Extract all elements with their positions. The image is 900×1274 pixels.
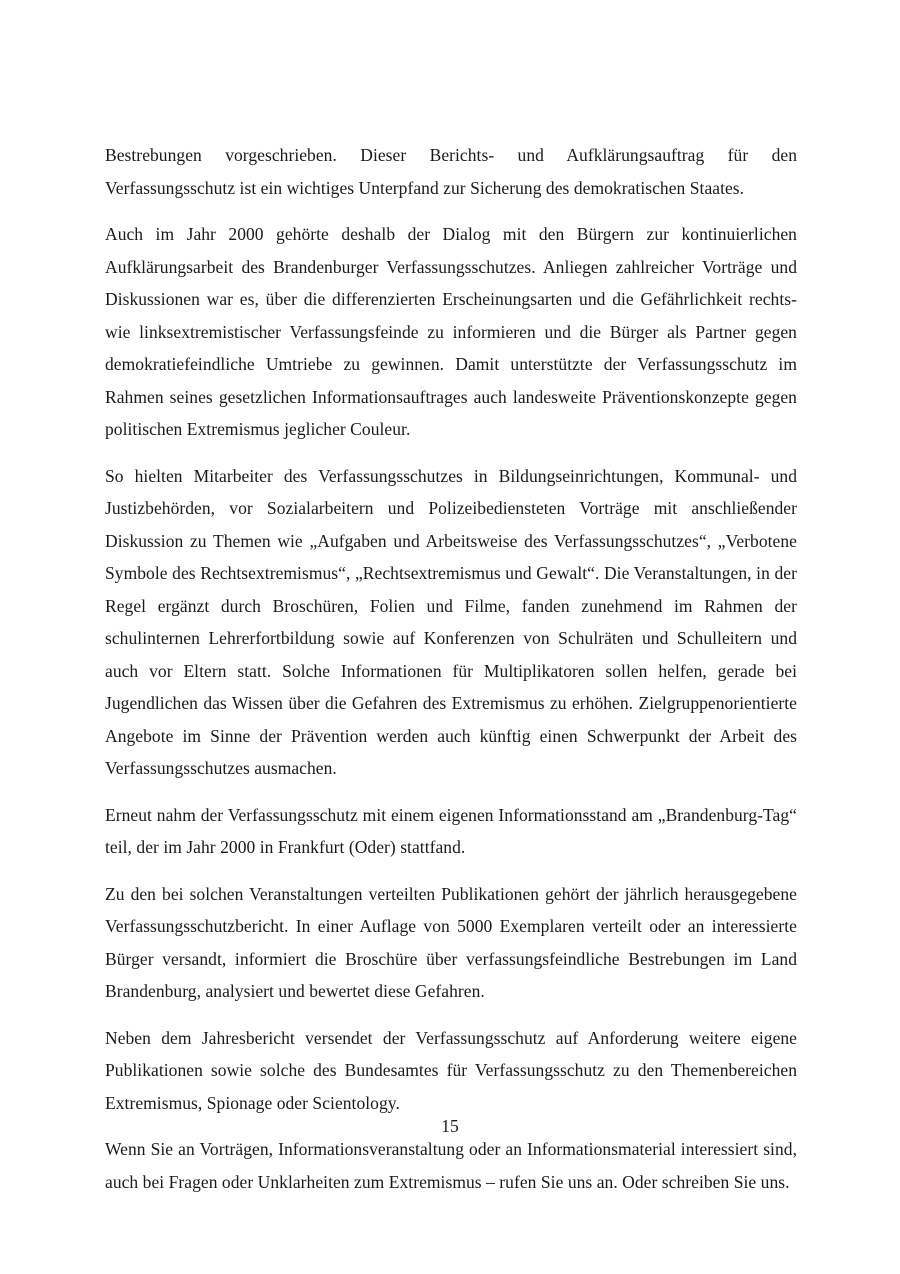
- paragraph-4: Erneut nahm der Verfassungsschutz mit einem eigenen Informationsstand am „Brandenburg-Tag“ teil, der im Jahr 2000 in Frankfurt (Oder) stattfand.: [105, 804, 797, 857]
- body-text: [105, 139, 797, 1212]
- paragraph-6: Neben dem Jahresbericht versendet der Verfassungsschutz auf Anforderung weitere eigene Publikationen sowie solche des Bundesamtes für Verfassungsschutz zu den Themenbereichen Extremismus, Spionage oder Scientology.: [105, 1027, 797, 1113]
- paragraph-1: Bestrebungen vorgeschrieben. Dieser Berichts- und Aufklärungsauftrag für den Verfassungsschutz ist ein wichtiges Unterpfand zur Sicherung des demokratischen Staates.: [105, 145, 797, 198]
- paragraph-2: Auch im Jahr 2000 gehörte deshalb der Dialog mit den Bürgern zur kontinuierlichen Aufklärungsarbeit des Brandenburger Verfassungsschutzes. Anliegen zahlreicher Vorträge und Diskussionen war es, über die differenzierten Erscheinungsarten und die Gefährlichkeit rechts- wie linksextremistischer Verfassungsfeinde zu informieren und die Bürger als Partner gegen demokratiefeindliche Umtriebe zu gewinnen. Damit unterstützte der Verfassungsschutz im Rahmen seines gesetzlichen Informationsauftrages auch landesweite Präventionskonzepte gegen politischen Extremismus jeglicher Couleur.: [105, 224, 797, 439]
- paragraph-3: So hielten Mitarbeiter des Verfassungsschutzes in Bildungseinrichtungen, Kommunal- und Justizbehörden, vor Sozialarbeitern und Polizeibediensteten Vorträge mit anschließender Diskussion zu Themen wie „Aufgaben und Arbeitsweise des Verfassungsschutzes“, „Verbotene Symbole des Rechtsextremismus“, „Rechtsextremismus und Gewalt“. Die Veranstaltungen, in der Regel ergänzt durch Broschüren, Folien und Filme, fanden zunehmend im Rahmen der schulinternen Lehrerfortbildung sowie auf Konferenzen von Schulräten und Schulleitern und auch vor Eltern statt. Solche Informationen für Multiplikatoren sollen helfen, gerade bei Jugendlichen das Wissen über die Gefahren des Extremismus zu erhöhen. Zielgruppenorientierte Angebote im Sinne der Prävention werden auch künftig einen Schwerpunkt der Arbeit des Verfassungsschutzes ausmachen.: [105, 465, 797, 778]
- paragraph-7: Wenn Sie an Vorträgen, Informationsveranstaltung oder an Informationsmaterial interessiert sind, auch bei Fragen oder Unklarheiten zum Extremismus – rufen Sie uns an. Oder schreiben Sie uns.: [105, 1139, 797, 1192]
- page-number: 15: [441, 1116, 459, 1136]
- paragraph-5: Zu den bei solchen Veranstaltungen verteilten Publikationen gehört der jährlich herausgegebene Verfassungsschutzbericht. In einer Auflage von 5000 Exemplaren verteilt oder an interessierte Bürger versandt, informiert die Broschüre über verfassungsfeindliche Bestrebungen im Land Brandenburg, analysiert und bewertet diese Gefahren.: [105, 883, 797, 1001]
